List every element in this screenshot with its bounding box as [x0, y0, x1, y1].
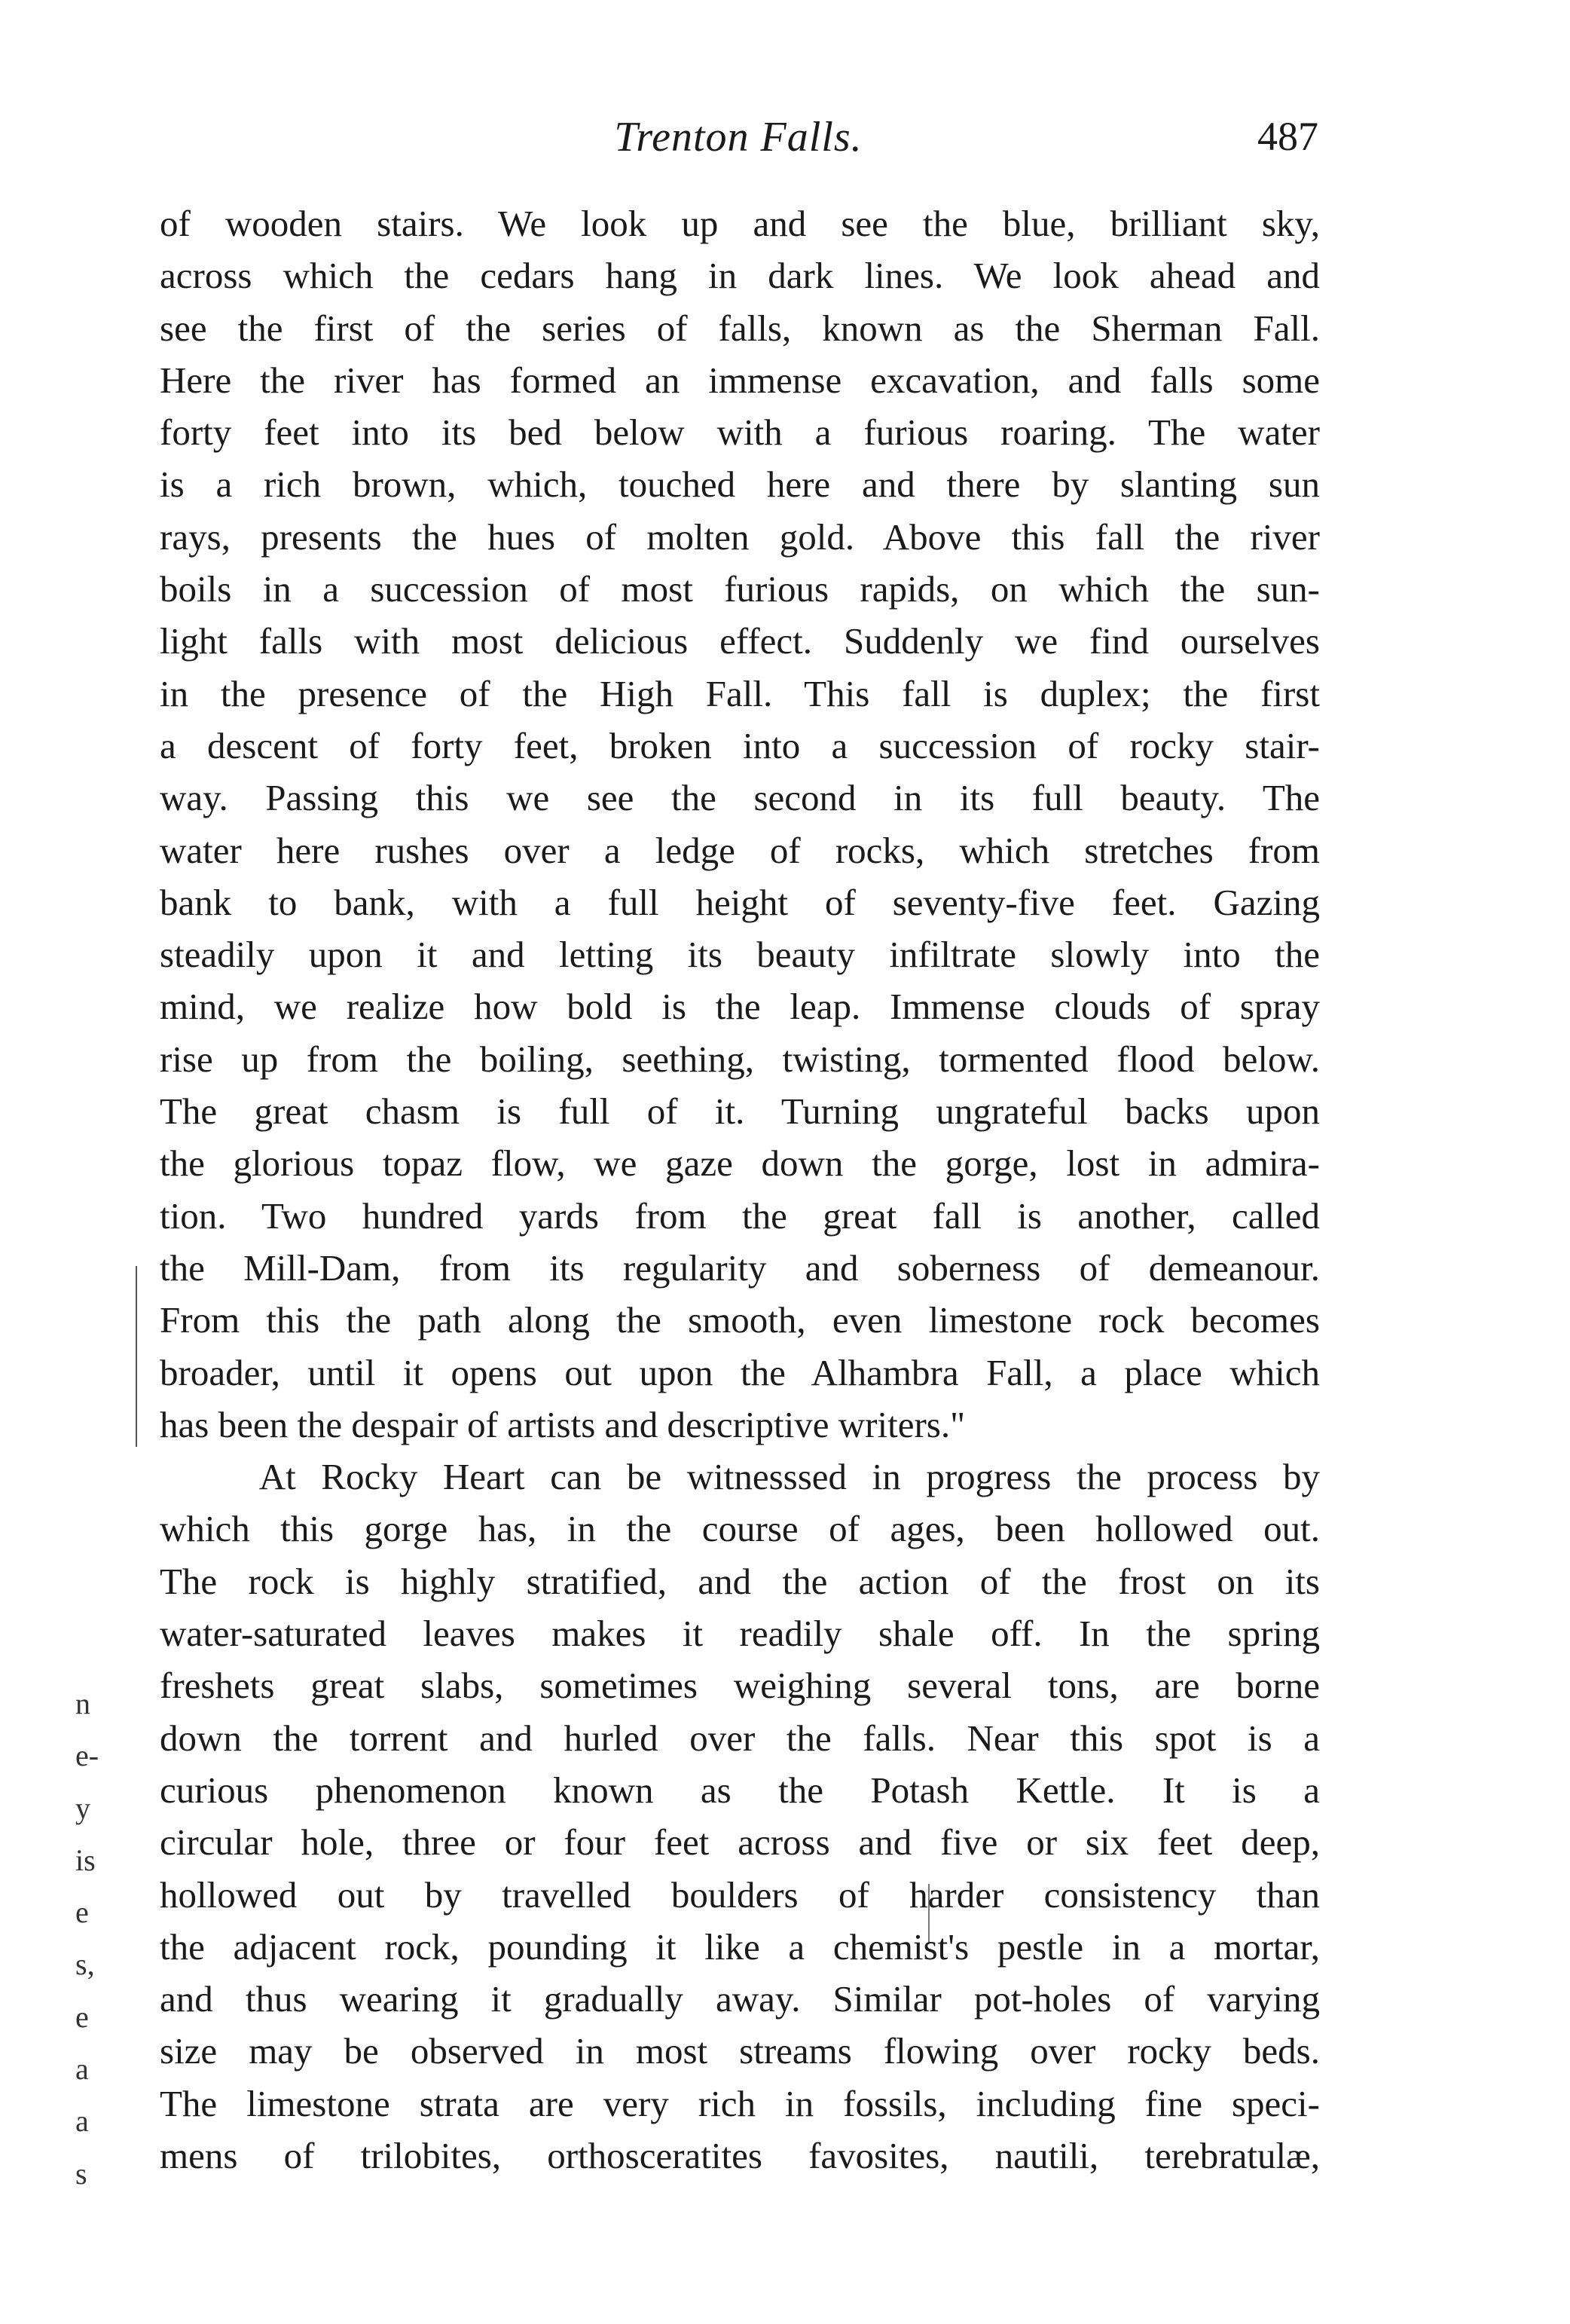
text-line: water-saturated leaves makes it readily shale off. In the spring	[160, 1613, 1320, 1655]
text-line: steadily upon it and letting its beauty infiltrate slowly into the	[160, 934, 1320, 976]
text-line: down the torrent and hurled over the falls. Near this spot is a	[160, 1717, 1320, 1759]
text-line: forty feet into its bed below with a furious roaring. The water	[160, 411, 1320, 454]
text-line: hollowed out by travelled boulders of harder consistency than	[160, 1873, 1320, 1916]
text-line: rise up from the boiling, seething, twisting, tormented flood below.	[160, 1038, 1320, 1080]
text-line: light falls with most delicious effect. Suddenly we find ourselves	[160, 620, 1320, 662]
margin-rule-mark	[136, 1266, 137, 1447]
margin-fragment: s	[75, 2156, 87, 2191]
text-line-paragraph-start: At Rocky Heart can be witnesssed in progress the process by	[160, 1456, 1320, 1498]
text-line: tion. Two hundred yards from the great fall is another, called	[160, 1194, 1320, 1237]
text-line: rays, presents the hues of molten gold. Above this fall the river	[160, 515, 1320, 558]
text-line: boils in a succession of most furious rapids, on which the sun-	[160, 568, 1320, 610]
margin-fragment: e-	[75, 1738, 99, 1773]
margin-fragment: e	[75, 1895, 89, 1930]
text-line: the Mill-Dam, from its regularity and soberness of demeanour.	[160, 1246, 1320, 1289]
text-line: water here rushes over a ledge of rocks, which stretches from	[160, 829, 1320, 871]
facing-page-fragments	[75, 1677, 105, 2200]
margin-fragment: a	[75, 2052, 89, 2087]
margin-fragment: y	[75, 1790, 90, 1825]
running-head: Trenton Falls.	[614, 114, 863, 161]
text-line: a descent of forty feet, broken into a succession of rocky stair-	[160, 724, 1320, 766]
text-line: is a rich brown, which, touched here and there by slanting sun	[160, 463, 1320, 506]
text-line: of wooden stairs. We look up and see the blue, brilliant sky,	[160, 203, 1320, 244]
text-line: broader, until it opens out upon the Alhambra Fall, a place which	[160, 1351, 1320, 1393]
text-line: the glorious topaz flow, we gaze down the gorge, lost in admira-	[160, 1142, 1320, 1185]
page-header	[158, 113, 1318, 173]
text-line: Here the river has formed an immense excavation, and falls some	[160, 359, 1320, 401]
text-line: The rock is highly stratified, and the action of the frost on its	[160, 1560, 1320, 1602]
text-line: mens of trilobites, orthosceratites favosites, nautili, terebratulæ,	[160, 2134, 1320, 2176]
text-line: The great chasm is full of it. Turning ungrateful backs upon	[160, 1090, 1320, 1133]
text-line: across which the cedars hang in dark lines. We look ahead and	[160, 255, 1320, 297]
text-line: freshets great slabs, sometimes weighing several tons, are borne	[160, 1665, 1320, 1707]
text-line: From this the path along the smooth, even limestone rock becomes	[160, 1299, 1320, 1341]
margin-fragment: n	[75, 1686, 90, 1720]
text-line: size may be observed in most streams flowing over rocky beds.	[160, 2030, 1320, 2072]
text-line: The limestone strata are very rich in fossils, including fine speci-	[160, 2082, 1320, 2124]
text-line-paragraph-end: has been the despair of artists and descriptive writers."	[160, 1403, 966, 1445]
text-line: mind, we realize how bold is the leap. Immense clouds of spray	[160, 986, 1320, 1028]
text-line: bank to bank, with a full height of seventy-five feet. Gazing	[160, 881, 1320, 923]
text-line: see the first of the series of falls, known as the Sherman Fall.	[160, 307, 1320, 349]
text-line: which this gorge has, in the course of ages, been hollowed out.	[160, 1508, 1320, 1550]
margin-fragment: e	[75, 1999, 89, 2034]
text-line: in the presence of the High Fall. This fall is duplex; the first	[160, 672, 1320, 714]
text-line: circular hole, three or four feet across and five or six feet deep,	[160, 1821, 1320, 1864]
text-line: curious phenomenon known as the Potash Kettle. It is a	[160, 1769, 1320, 1811]
margin-fragment: a	[75, 2104, 89, 2139]
margin-fragment: is	[75, 1842, 96, 1877]
margin-fragment: s,	[75, 1947, 95, 1982]
body-text	[160, 197, 1320, 2182]
text-line: and thus wearing it gradually away. Similar pot-holes of varying	[160, 1978, 1320, 2020]
page-number: 487	[1257, 114, 1318, 159]
text-line: way. Passing this we see the second in its full beauty. The	[160, 777, 1320, 819]
text-line: the adjacent rock, pounding it like a chemist's pestle in a mortar,	[160, 1925, 1320, 1968]
